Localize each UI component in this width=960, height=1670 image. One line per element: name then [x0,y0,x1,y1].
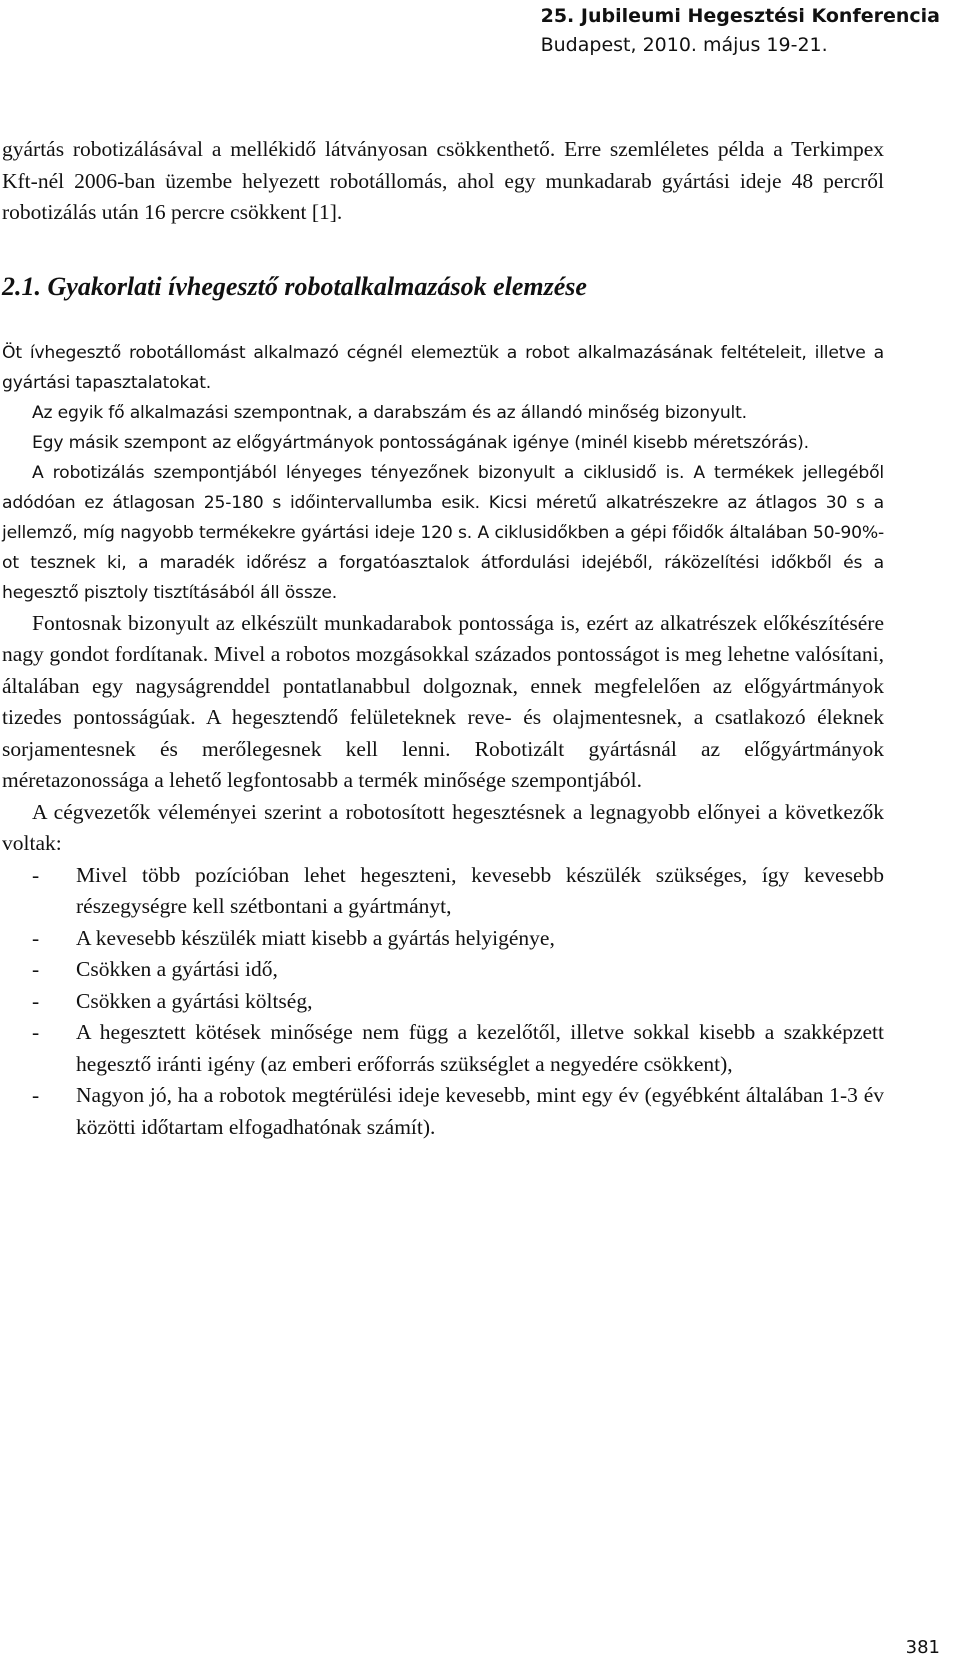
sans-paragraph: Öt ívhegesztő robotállomást alkalmazó cégnél elemeztük a robot alkalmazásának feltételeit, illetve a gyártási tapasztalatokat. [2,342,884,393]
advantages-list [2,860,884,1144]
list-item-text: Csökken a gyártási idő, [76,957,278,981]
sans-paragraph: A robotizálás szempontjából lényeges tényezőnek bizonyult a ciklusidő is. A termékek jellegéből adódóan ez átlagosan 25-180 s időintervallumba esik. Kicsi méretű alkatrészekre az átlagos 30 s a jellemző, míg nagyobb termékekre gyártási ideje 120 s. A ciklusidőkben a gépi főidők általában 50-90%-ot tesznek ki, a maradék időrész a forgatóasztalok átfordulási idejéből, ráközelítési időkből és a hegesztő pisztoly tisztításából áll össze. [2,462,884,603]
sans-paragraph: Egy másik szempont az előgyártmányok pontosságának igénye (minél kisebb méretszórás). [32,432,809,453]
list-dash: - [32,925,40,950]
page-body [2,134,884,1143]
list-item-text: Nagyon jó, ha a robotok megtérülési ideje kevesebb, mint egy év (egyébként általában 1-3 év közötti időtartam elfogadhatónak számít). [76,1083,884,1139]
list-dash: - [32,862,40,887]
list-item-text: A kevesebb készülék miatt kisebb a gyártás helyigénye, [76,925,555,950]
list-item [2,986,884,1018]
list-item [2,1080,884,1143]
list-item [2,1017,884,1080]
list-item [2,954,884,986]
list-dash: - [32,957,40,981]
running-header [541,2,940,60]
intro-paragraph: gyártás robotizálásával a mellékidő látványosan csökkenthető. Erre szemléletes példa a Terkimpex Kft-nél 2006-ban üzembe helyezett robotállomás, ahol egy munkadarab gyártási ideje 48 percről robotizálás után 16 percre csökkent [1]. [2,137,884,224]
list-item-text: Mivel több pozícióban lehet hegeszteni, kevesebb készülék szükséges, így kevesebb részegységre kell szétbontani a gyártmányt, [76,862,884,918]
sans-paragraph: Az egyik fő alkalmazási szempontnak, a darabszám és az állandó minőség bizonyult. [32,402,747,423]
list-item [2,923,884,955]
list-dash: - [32,1083,40,1107]
list-dash: - [32,988,40,1013]
list-item-text: Csökken a gyártási költség, [76,988,313,1013]
list-item-text: A hegesztett kötések minősége nem függ a kezelőtől, illetve sokkal kisebb a szakképzett hegesztő iránti igény (az emberi erőforrás szükséglet a negyedére csökkent), [76,1020,884,1076]
page-number: 381 [905,1637,940,1658]
section-heading: 2.1. Gyakorlati ívhegesztő robotalkalmazások elemzése [2,271,587,301]
spacer [2,304,884,338]
body-paragraph: A cégvezetők véleményei szerint a robotosított hegesztésnek a legnagyobb előnyei a következők voltak: [2,799,884,855]
list-dash: - [32,1020,40,1044]
conference-place-date: Budapest, 2010. május 19-21. [540,34,828,56]
body-paragraph: Fontosnak bizonyult az elkészült munkadarabok pontossága is, ezért az alkatrészek előkészítésére nagy gondot fordítanak. Mivel a robotos mozgásokkal százados pontosságot is meg lehetne valósítani, általában egy nagyságrenddel pontatlanabbul dolgoznak, ennek megfelelően az előgyártmányok tizedes pontosságúak. A hegesztendő felületeknek reve- és olajmentesnek, a csatlakozó éleknek sorjamentesnek és merőlegesnek kell lenni. Robotizált gyártásnál az előgyártmányok méretazonossága a lehető legfontosabb a termék minősége szempontjából. [2,610,884,792]
spacer [2,229,884,270]
list-item [2,860,884,923]
conference-title: 25. Jubileumi Hegesztési Konferencia [540,5,940,27]
